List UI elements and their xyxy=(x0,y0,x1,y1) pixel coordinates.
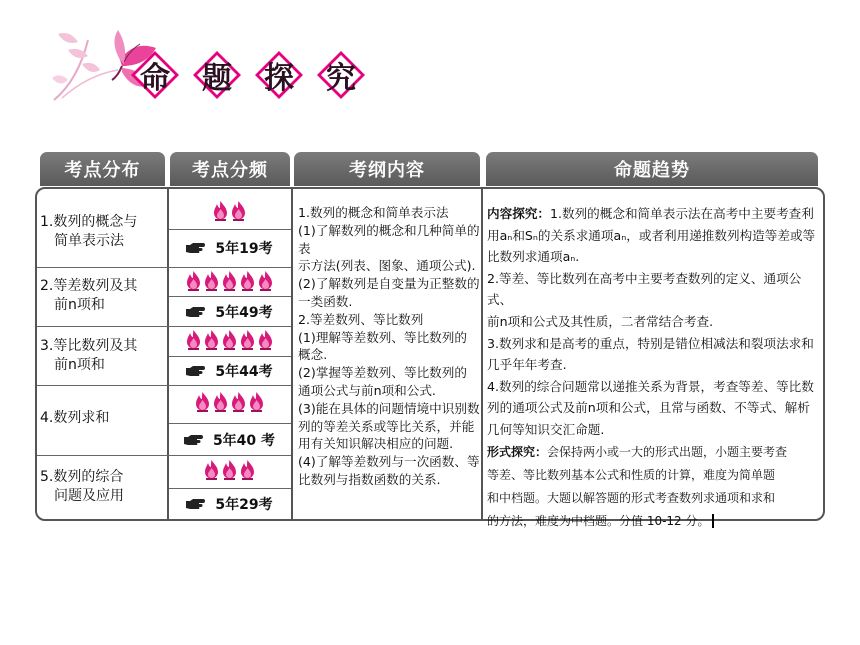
banner-char-1: 命 xyxy=(130,50,180,100)
flame-icon xyxy=(212,391,229,413)
banner-char-2: 题 xyxy=(192,50,242,100)
flame-rating xyxy=(170,329,288,351)
banner-char-4: 究 xyxy=(316,50,366,100)
trend-line: 列的通项公式及前n项和公式，且常与函数、不等式、解析 xyxy=(487,400,810,416)
trend-line: 的方法，难度为中档题。分值 10-12 分。 xyxy=(487,510,819,533)
flame-rating xyxy=(170,270,288,292)
trend-content xyxy=(487,203,819,533)
syllabus-line: 列的等差关系或等比关系，并能 xyxy=(298,418,475,434)
flame-icon xyxy=(221,270,238,292)
row-divider xyxy=(37,267,291,268)
flame-icon xyxy=(185,270,202,292)
pointing-hand-icon xyxy=(185,365,207,377)
syllabus-line: (1)了解数列的概念和几种简单的表 xyxy=(298,222,480,256)
flame-icon xyxy=(230,391,247,413)
trend-line: 2.等差、等比数列在高考中主要考查数列的定义、通项公式、 xyxy=(487,270,802,308)
header-syllabus: 考纲内容 xyxy=(294,152,480,186)
trend-line: 比数列求通项aₙ. xyxy=(487,249,580,265)
frequency-cell: 5年40 考 xyxy=(170,424,288,455)
flame-icon xyxy=(203,459,220,481)
flame-icon xyxy=(239,329,256,351)
trend-line: 3.数列求和是高考的重点，特别是错位相减法和裂项法求和 xyxy=(487,335,814,351)
form-exploration-label: 形式探究： xyxy=(487,444,548,459)
section-banner xyxy=(48,20,380,104)
topic-1: 1.数列的概念与 简单表示法 xyxy=(40,214,138,249)
syllabus-line: (2)掌握等差数列、等比数列的 xyxy=(298,365,467,381)
flame-icon xyxy=(239,459,256,481)
trend-line: 几乎年年考查. xyxy=(487,357,567,373)
syllabus-line: 一类函数. xyxy=(298,293,353,309)
syllabus-line: (1)理解等差数列、等比数列的 xyxy=(298,329,467,345)
syllabus-line: 比数列与指数函数的关系. xyxy=(298,471,441,487)
pointing-hand-icon xyxy=(185,498,207,510)
flame-icon xyxy=(257,329,274,351)
row-divider xyxy=(37,326,291,327)
column-divider xyxy=(291,187,293,521)
syllabus-line: 通项公式与前n项和公式. xyxy=(298,382,436,398)
header-trend: 命题趋势 xyxy=(486,152,818,186)
column-divider xyxy=(167,187,169,521)
pointing-hand-icon xyxy=(185,306,207,318)
topic-2: 2.等差数列及其 前n项和 xyxy=(40,278,138,313)
row-divider xyxy=(37,455,291,456)
flame-icon xyxy=(203,329,220,351)
row-divider xyxy=(37,385,291,386)
flame-icon xyxy=(221,459,238,481)
trend-line: 内容探究：1.数列的概念和简单表示法在高考中主要考查利 xyxy=(487,206,814,221)
trend-line: 前n项和公式及其性质，二者常结合考查. xyxy=(487,313,714,329)
flame-icon xyxy=(221,329,238,351)
syllabus-line: 示方法(列表、图象、通项公式). xyxy=(298,258,476,274)
trend-line: 几何等知识交汇命题. xyxy=(487,421,605,437)
flame-icon xyxy=(230,200,247,222)
pointing-hand-icon xyxy=(185,242,207,254)
content-exploration-label: 内容探究： xyxy=(487,206,550,221)
flame-icon xyxy=(203,270,220,292)
syllabus-line: 2.等差数列、等比数列 xyxy=(298,311,424,327)
trend-line: 用aₙ和Sₙ的关系求通项aₙ，或者利用递推数列构造等差或等 xyxy=(487,227,816,243)
column-divider xyxy=(481,187,483,521)
syllabus-line: 用有关知识解决相应的问题. xyxy=(298,436,454,452)
flame-rating xyxy=(170,391,288,413)
trend-line: 和中档题。大题以解答题的形式考查数列求通项和求和 xyxy=(487,490,776,505)
topic-5: 5.数列的综合 问题及应用 xyxy=(40,469,124,504)
text-cursor xyxy=(712,514,714,528)
syllabus-content xyxy=(298,204,480,489)
syllabus-line: 1.数列的概念和简单表示法 xyxy=(298,205,449,220)
frequency-cell: 5年49考 xyxy=(170,297,288,326)
header-topic-distribution: 考点分布 xyxy=(40,152,165,186)
flame-icon xyxy=(239,270,256,292)
trend-line: 形式探究：会保持两小或一大的形式出题，小题主要考查 xyxy=(487,444,788,459)
topic-3: 3.等比数列及其 前n项和 xyxy=(40,338,138,373)
syllabus-line: (4)了解等差数列与一次函数、等 xyxy=(298,454,480,470)
pointing-hand-icon xyxy=(183,434,205,446)
syllabus-line: (3)能在具体的问题情境中识别数 xyxy=(298,400,480,416)
flame-icon xyxy=(185,329,202,351)
banner-char-3: 探 xyxy=(254,50,304,100)
frequency-cell: 5年19考 xyxy=(170,230,288,266)
flame-icon xyxy=(248,391,265,413)
flame-rating xyxy=(170,459,288,481)
frequency-cell: 5年29考 xyxy=(170,489,288,519)
flame-icon xyxy=(212,200,229,222)
trend-line: 4.数列的综合问题常以递推关系为背景，考查等差、等比数 xyxy=(487,378,814,394)
topic-4: 4.数列求和 xyxy=(40,410,110,426)
flame-icon xyxy=(257,270,274,292)
flame-icon xyxy=(194,391,211,413)
syllabus-line: 概念. xyxy=(298,347,328,363)
frequency-cell: 5年44考 xyxy=(170,357,288,385)
flame-rating xyxy=(170,200,288,222)
trend-line: 等差、等比数列基本公式和性质的计算，难度为简单题 xyxy=(487,467,776,482)
header-frequency: 考点分频 xyxy=(170,152,290,186)
syllabus-line: (2)了解数列是自变量为正整数的 xyxy=(298,276,480,292)
